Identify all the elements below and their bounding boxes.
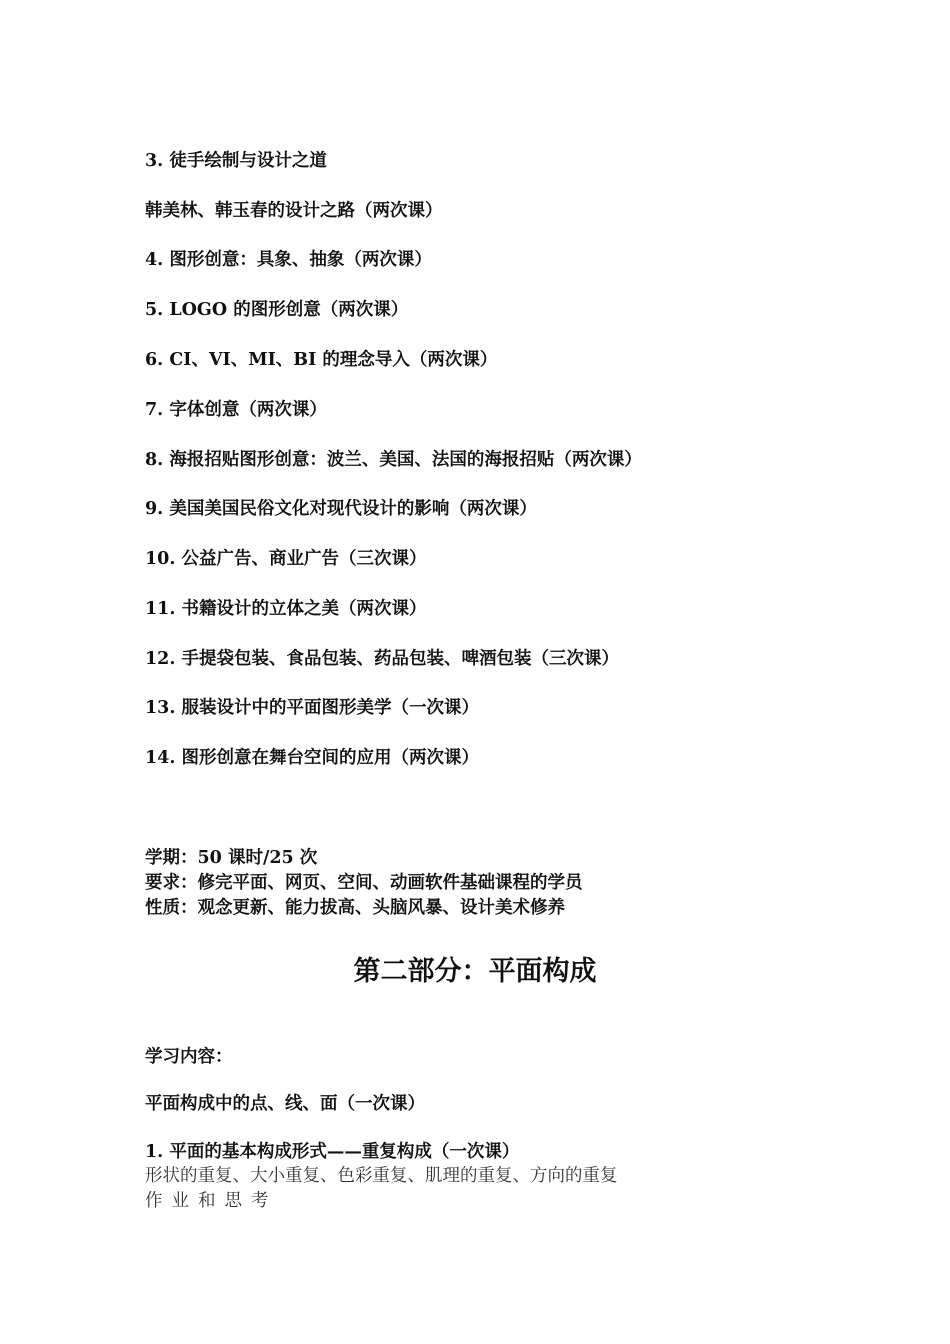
- homework-label: 作业和思考: [145, 1191, 278, 1211]
- section-item-detail: 形状的重复、大小重复、色彩重复、肌理的重复、方向的重复: [145, 1166, 618, 1186]
- syllabus-item: 韩美林、韩玉春的设计之路（两次课）: [145, 201, 443, 221]
- section-heading: 第二部分：平面构成: [353, 956, 597, 987]
- course-requirement: 要求：修完平面、网页、空间、动画软件基础课程的学员: [145, 873, 583, 893]
- syllabus-item: 12. 手提袋包装、食品包装、药品包装、啤酒包装（三次课）: [145, 649, 620, 669]
- syllabus-item: 11. 书籍设计的立体之美（两次课）: [145, 599, 427, 619]
- syllabus-item: 3. 徒手绘制与设计之道: [145, 151, 327, 171]
- course-nature: 性质：观念更新、能力拔高、头脑风暴、设计美术修养: [145, 898, 565, 918]
- syllabus-item: 8. 海报招贴图形创意：波兰、美国、法国的海报招贴（两次课）: [145, 450, 642, 470]
- syllabus-item: 5. LOGO 的图形创意（两次课）: [145, 300, 409, 320]
- syllabus-item: 10. 公益广告、商业广告（三次课）: [145, 549, 427, 569]
- section-item: 1. 平面的基本构成形式——重复构成（一次课）: [145, 1142, 520, 1162]
- content-label: 学习内容：: [145, 1047, 233, 1067]
- syllabus-item: 7. 字体创意（两次课）: [145, 400, 327, 420]
- syllabus-item: 13. 服装设计中的平面图形美学（一次课）: [145, 698, 480, 718]
- syllabus-item: 14. 图形创意在舞台空间的应用（两次课）: [145, 748, 480, 768]
- syllabus-item: 6. CI、VI、MI、BI 的理念导入（两次课）: [145, 350, 498, 370]
- course-term: 学期：50 课时/25 次: [145, 848, 318, 868]
- syllabus-item: 4. 图形创意：具象、抽象（两次课）: [145, 250, 432, 270]
- section-intro: 平面构成中的点、线、面（一次课）: [145, 1094, 425, 1114]
- syllabus-item: 9. 美国美国民俗文化对现代设计的影响（两次课）: [145, 499, 537, 519]
